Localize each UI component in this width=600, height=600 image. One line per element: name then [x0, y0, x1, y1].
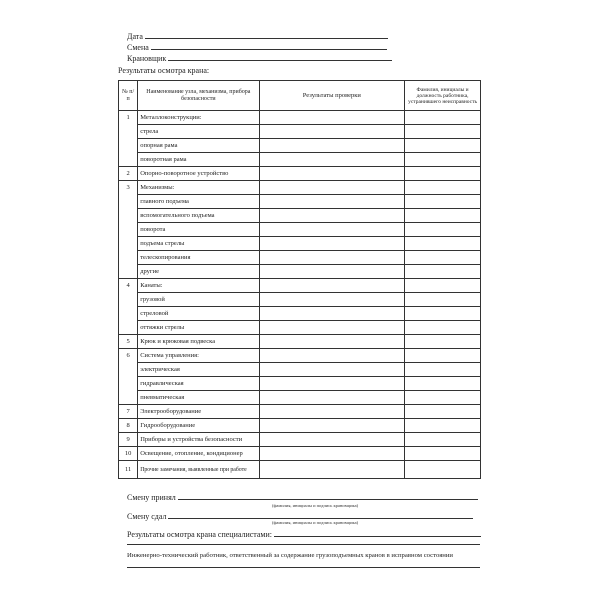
row-subitem-name: поворотная рама — [138, 153, 259, 167]
row-fio-cell[interactable] — [405, 251, 481, 265]
row-number: 6 — [119, 349, 138, 363]
specialist-label: Результаты осмотра крана специалистами: — [127, 530, 272, 539]
table-row — [119, 181, 481, 195]
row-item-name: Гидрооборудование — [138, 419, 259, 433]
engineer-rule[interactable] — [127, 567, 480, 568]
row-number: 3 — [119, 181, 138, 195]
row-result-cell[interactable] — [259, 153, 405, 167]
row-fio-cell[interactable] — [405, 335, 481, 349]
table-row — [119, 125, 481, 139]
row-result-cell[interactable] — [259, 279, 405, 293]
table-row — [119, 391, 481, 405]
table-row — [119, 433, 481, 447]
shift-field[interactable] — [151, 42, 387, 50]
row-subitem-name: поворота — [138, 223, 259, 237]
inspection-table — [118, 80, 481, 479]
row-subitem-name: гидравлическая — [138, 377, 259, 391]
table-row — [119, 377, 481, 391]
accepted-label: Смену принял — [127, 493, 176, 502]
row-result-cell[interactable] — [259, 307, 405, 321]
table-row — [119, 139, 481, 153]
row-number — [119, 153, 138, 167]
row-fio-cell[interactable] — [405, 391, 481, 405]
accepted-caption: (фамилия, инициалы и подпись крановщика) — [272, 503, 359, 508]
row-fio-cell[interactable] — [405, 139, 481, 153]
row-number: 8 — [119, 419, 138, 433]
table-row — [119, 209, 481, 223]
row-fio-cell[interactable] — [405, 349, 481, 363]
row-number: 1 — [119, 111, 138, 125]
row-number — [119, 237, 138, 251]
table-row — [119, 237, 481, 251]
table-row — [119, 461, 481, 479]
row-fio-cell[interactable] — [405, 153, 481, 167]
row-fio-cell[interactable] — [405, 405, 481, 419]
row-fio-cell[interactable] — [405, 447, 481, 461]
table-row — [119, 251, 481, 265]
row-item-name: Крюк и крюковая подвеска — [138, 335, 259, 349]
row-number — [119, 321, 138, 335]
table-row — [119, 307, 481, 321]
shift-line — [127, 42, 387, 52]
row-number — [119, 209, 138, 223]
row-item-name: Приборы и устройства безопасности — [138, 433, 259, 447]
row-result-cell[interactable] — [259, 209, 405, 223]
row-result-cell[interactable] — [259, 321, 405, 335]
row-fio-cell[interactable] — [405, 167, 481, 181]
row-result-cell[interactable] — [259, 293, 405, 307]
accepted-line — [127, 492, 478, 502]
handed-field[interactable] — [168, 511, 473, 519]
date-field[interactable] — [145, 31, 388, 39]
table-row — [119, 363, 481, 377]
row-item-name: Металлоконструкции: — [138, 111, 259, 125]
row-result-cell[interactable] — [259, 335, 405, 349]
table-row — [119, 153, 481, 167]
row-result-cell[interactable] — [259, 181, 405, 195]
row-fio-cell[interactable] — [405, 363, 481, 377]
row-number — [119, 293, 138, 307]
row-result-cell[interactable] — [259, 237, 405, 251]
header-name: Наименование узла, механизма, прибора безопасности — [138, 81, 259, 111]
row-fio-cell[interactable] — [405, 433, 481, 447]
header-result: Результаты проверки — [259, 81, 405, 111]
specialist-rule-2[interactable] — [127, 544, 480, 545]
row-number — [119, 251, 138, 265]
operator-label: Крановщик — [127, 54, 167, 63]
specialist-line — [127, 529, 481, 539]
table-row — [119, 419, 481, 433]
table-row — [119, 167, 481, 181]
row-item-name: Система управления: — [138, 349, 259, 363]
row-fio-cell[interactable] — [405, 461, 481, 479]
table-row — [119, 265, 481, 279]
row-result-cell[interactable] — [259, 405, 405, 419]
row-fio-cell[interactable] — [405, 223, 481, 237]
row-item-name: Опорно-поворотное устройство — [138, 167, 259, 181]
row-result-cell[interactable] — [259, 447, 405, 461]
row-result-cell[interactable] — [259, 363, 405, 377]
operator-line — [127, 53, 392, 63]
row-result-cell[interactable] — [259, 167, 405, 181]
row-number — [119, 139, 138, 153]
row-result-cell[interactable] — [259, 391, 405, 405]
row-item-name: Электрооборудование — [138, 405, 259, 419]
row-subitem-name: пневматическая — [138, 391, 259, 405]
accepted-field[interactable] — [178, 492, 478, 500]
row-number — [119, 125, 138, 139]
specialist-field[interactable] — [274, 529, 481, 537]
row-result-cell[interactable] — [259, 139, 405, 153]
shift-label: Смена — [127, 43, 149, 52]
row-result-cell[interactable] — [259, 377, 405, 391]
row-number: 2 — [119, 167, 138, 181]
row-number: 9 — [119, 433, 138, 447]
row-subitem-name: грузовой — [138, 293, 259, 307]
row-result-cell[interactable] — [259, 251, 405, 265]
row-number: 11 — [119, 461, 138, 479]
header-num: № п/п — [119, 81, 138, 111]
row-number — [119, 307, 138, 321]
table-row — [119, 293, 481, 307]
table-row — [119, 195, 481, 209]
row-subitem-name: главного подъема — [138, 195, 259, 209]
handed-label: Смену сдал — [127, 512, 167, 521]
row-fio-cell[interactable] — [405, 209, 481, 223]
row-subitem-name: электрическая — [138, 363, 259, 377]
table-row — [119, 447, 481, 461]
row-item-name: Освещение, отопление, кондиционер — [138, 447, 259, 461]
row-result-cell[interactable] — [259, 461, 405, 479]
table-row — [119, 321, 481, 335]
row-number — [119, 195, 138, 209]
row-number — [119, 223, 138, 237]
row-result-cell[interactable] — [259, 349, 405, 363]
row-subitem-name: подъема стрелы — [138, 237, 259, 251]
row-fio-cell[interactable] — [405, 293, 481, 307]
row-fio-cell[interactable] — [405, 265, 481, 279]
operator-field[interactable] — [168, 53, 392, 61]
results-title: Результаты осмотра крана: — [118, 66, 210, 75]
row-number — [119, 377, 138, 391]
row-fio-cell[interactable] — [405, 195, 481, 209]
engineer-line — [127, 552, 453, 559]
row-subitem-name: опорная рама — [138, 139, 259, 153]
row-result-cell[interactable] — [259, 223, 405, 237]
row-subitem-name: телескопирования — [138, 251, 259, 265]
row-number — [119, 363, 138, 377]
row-fio-cell[interactable] — [405, 279, 481, 293]
row-fio-cell[interactable] — [405, 111, 481, 125]
row-result-cell[interactable] — [259, 419, 405, 433]
row-item-name: Прочие замечания, выявленные при работе — [138, 461, 259, 479]
row-result-cell[interactable] — [259, 111, 405, 125]
row-fio-cell[interactable] — [405, 321, 481, 335]
row-subitem-name: вспомогательного подъема — [138, 209, 259, 223]
date-label: Дата — [127, 32, 143, 41]
table-header-row — [119, 81, 481, 111]
row-number — [119, 265, 138, 279]
row-result-cell[interactable] — [259, 433, 405, 447]
table-row — [119, 349, 481, 363]
row-item-name: Механизмы: — [138, 181, 259, 195]
row-subitem-name: оттяжки стрелы — [138, 321, 259, 335]
handed-caption: (фамилия, инициалы и подпись крановщика) — [272, 520, 359, 525]
table-row — [119, 279, 481, 293]
row-number: 7 — [119, 405, 138, 419]
row-number: 10 — [119, 447, 138, 461]
row-number: 4 — [119, 279, 138, 293]
row-result-cell[interactable] — [259, 265, 405, 279]
row-subitem-name: другие — [138, 265, 259, 279]
table-row — [119, 111, 481, 125]
row-number: 5 — [119, 335, 138, 349]
table-row — [119, 335, 481, 349]
row-result-cell[interactable] — [259, 125, 405, 139]
row-result-cell[interactable] — [259, 195, 405, 209]
row-number — [119, 391, 138, 405]
row-subitem-name: стрела — [138, 125, 259, 139]
header-fio: Фамилия, инициалы и должность работника, устранившего неисправность — [405, 81, 481, 111]
row-fio-cell[interactable] — [405, 125, 481, 139]
row-fio-cell[interactable] — [405, 377, 481, 391]
row-subitem-name: стреловой — [138, 307, 259, 321]
row-fio-cell[interactable] — [405, 237, 481, 251]
table-row — [119, 223, 481, 237]
row-fio-cell[interactable] — [405, 419, 481, 433]
engineer-label: Инженерно-технический работник, ответственный за содержание грузоподъемных кранов в исправном состоянии — [127, 552, 454, 559]
date-line — [127, 31, 388, 41]
row-fio-cell[interactable] — [405, 307, 481, 321]
table-row — [119, 405, 481, 419]
row-fio-cell[interactable] — [405, 181, 481, 195]
row-item-name: Канаты: — [138, 279, 259, 293]
